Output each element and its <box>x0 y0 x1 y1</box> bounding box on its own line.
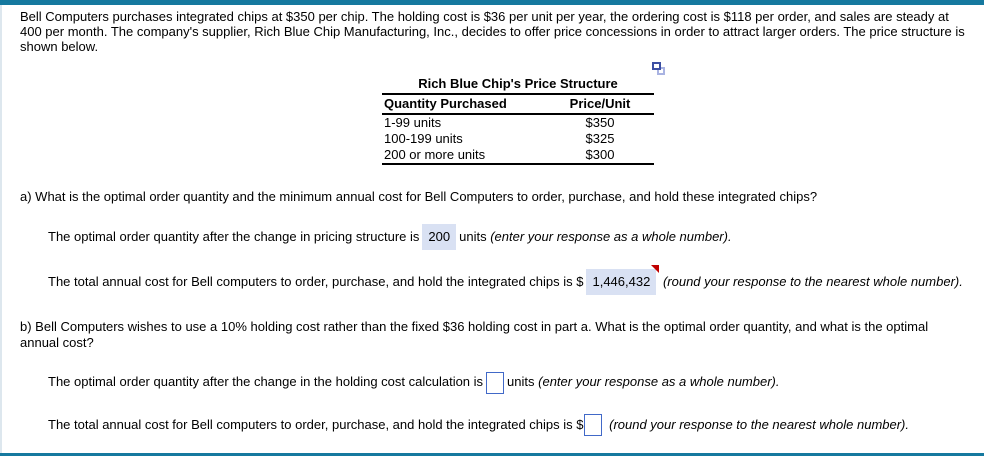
part-a-quantity-answer-box[interactable]: 200 <box>422 224 456 250</box>
part-b-cost-pre-text: The total annual cost for Bell computers to order, purchase, and hold the integrated chips is $ <box>48 416 584 432</box>
red-flag-corner-icon <box>651 265 659 273</box>
table-row <box>382 114 654 131</box>
part-a-quantity-pre-text: The optimal order quantity after the change in pricing structure is <box>48 229 420 244</box>
quantity-cell: 100-199 units <box>384 131 463 146</box>
part-a-quantity-hint: (enter your response as a whole number). <box>490 229 732 244</box>
part-a-cost-pre-text: The total annual cost for Bell computers to order, purchase, and hold the integrated chips is $ <box>48 274 584 289</box>
problem-statement: Bell Computers purchases integrated chips at $350 per chip. The holding cost is $36 per unit per year, the ordering cost is $118 per order, and sales are steady at 400 per month. The company's supplier, Rich Blue Chip Manufacturing, Inc., decides to offer price concessions in order to attract larger orders. The price structure is shown below. <box>20 9 965 54</box>
part-a-cost-line <box>48 269 968 295</box>
part-b-quantity-line <box>48 370 968 394</box>
part-a-quantity-line <box>48 224 968 250</box>
table-row <box>382 131 654 147</box>
price-cell: $300 <box>585 147 615 162</box>
part-b-quantity-hint: (enter your response as a whole number). <box>538 374 780 389</box>
table-row <box>382 147 654 164</box>
table-title: Rich Blue Chip's Price Structure <box>418 76 618 91</box>
part-a-cost-answer-value: 1,446,432 <box>592 274 651 289</box>
price-cell: $350 <box>585 115 615 130</box>
part-a-cost-answer-box[interactable] <box>586 269 656 295</box>
price-structure-table <box>382 93 654 165</box>
part-a-quantity-unit-label: units <box>459 229 487 244</box>
price-structure-table-wrap <box>382 76 654 165</box>
part-b-question: b) Bell Computers wishes to use a 10% holding cost rather than the fixed $36 holding cost in part a. What is the optimal order quantity, and what is the optimal annual cost? <box>20 319 929 350</box>
price-cell: $325 <box>585 131 615 146</box>
part-b-cost-line <box>48 413 968 437</box>
part-b-cost-input[interactable] <box>584 414 602 436</box>
part-a-question: a) What is the optimal order quantity and the minimum annual cost for Bell Computers to order, purchase, and hold these integrated chips? <box>20 189 818 204</box>
quantity-cell: 1-99 units <box>384 115 442 130</box>
header-price-unit: Price/Unit <box>569 96 631 111</box>
part-a-cost-hint: (round your response to the nearest whole number). <box>662 274 963 289</box>
part-b-quantity-unit-label: units <box>507 374 535 389</box>
part-b-quantity-pre-text: The optimal order quantity after the change in the holding cost calculation is <box>48 374 484 389</box>
quantity-cell: 200 or more units <box>384 147 486 162</box>
table-header-row <box>382 94 654 114</box>
copy-icon[interactable] <box>652 62 666 76</box>
part-b-quantity-input[interactable] <box>486 372 504 394</box>
copy-icon-front-square <box>652 62 661 70</box>
header-quantity-purchased: Quantity Purchased <box>384 96 507 111</box>
part-b-cost-hint: (round your response to the nearest whole number). <box>609 416 909 432</box>
